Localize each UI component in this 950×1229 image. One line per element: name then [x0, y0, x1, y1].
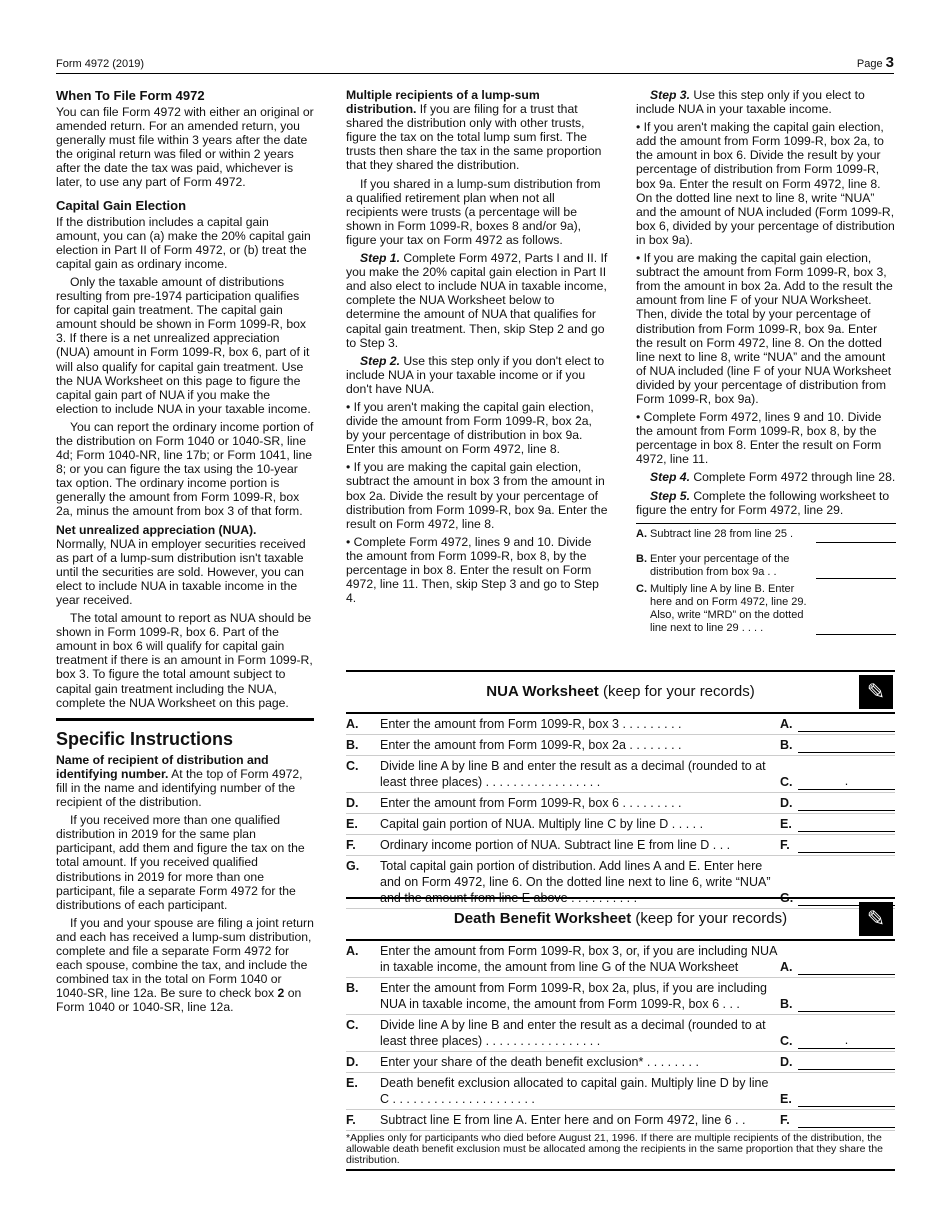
death-footnote: *Applies only for participants who died before August 21, 1996. If there are multiple recipients of the distribution, the allowable death benefit exclusion must be allocated among the recipients in the same proportion that they share the distribution. [346, 1131, 895, 1171]
nua-row [346, 793, 895, 814]
mrd-worksheet [636, 523, 896, 635]
row-code: A. [780, 960, 793, 974]
row-text: Enter the amount from Form 1099-R, box 2a . . . . . . . . [380, 738, 682, 752]
mrd-answer-b[interactable] [816, 564, 896, 579]
mrd-row-c: C. Multiply line A by line B. Enter here and on Form 4972, line 29. Also, write “MRD” on the dotted line next to line 29 . . . . [636, 579, 896, 635]
row-code: C. [780, 775, 793, 789]
row-answer-field[interactable] [798, 1112, 895, 1128]
step-2-bullet-3: • Complete Form 4972, lines 9 and 10. Divide the amount from Form 1099-R, box 8, by the percentage in box 8. Enter the result on Form 4972, line 11. Then, skip Step 3 and go to Step 4. [346, 534, 599, 606]
row-text: Total capital gain portion of distribution. Add lines A and E. Enter here and on Form 4972, line 6. On the dotted line next to line 6, write “NUA” and the amount from line E above . . . . . . . . . . [380, 859, 771, 905]
row-letter: A. [346, 717, 359, 731]
row-answer-field[interactable] [798, 943, 895, 975]
step-3-bullet-1: • If you aren't making the capital gain election, add the amount from Form 1099-R, box 2a, to the amount in box 6. Divide the result by your percentage of distribution from Form 1099-R, box 9a. Enter the result on Form 4972, line 8. On the dotted line next to line 8, write “NUA” and the amount of NUA included (Form 1099-R, box 6, divided by your percentage of distribution in box 9a). [636, 120, 895, 247]
row-code: B. [780, 997, 793, 1011]
row-letter: D. [346, 796, 359, 810]
row-answer-field[interactable]: . [798, 1017, 895, 1049]
row-code: A. [780, 717, 793, 731]
death-worksheet-header: Death Benefit Worksheet (keep for your records) ✎ [346, 897, 895, 941]
death-row [346, 978, 895, 1015]
mrd-answer-c[interactable] [816, 620, 896, 635]
capital-gain-p1: If the distribution includes a capital gain amount, you can (a) make the 20% capital gain election in Part II of Form 4972, or (b) treat the capital gain as ordinary income. [56, 214, 311, 271]
row-letter: D. [346, 1055, 359, 1069]
step-2-bullet-2: • If you are making the capital gain election, subtract the amount in box 3 from the amount in box 2a. Divide the result by your percentage of distribution from Form 1099-R, box 9a. Enter the result on Form 4972, line 8. [346, 460, 608, 531]
row-text: Subtract line E from line A. Enter here and on Form 4972, line 6 . . [380, 1113, 746, 1127]
pencil-icon: ✎ [859, 902, 893, 936]
mrd-row-b: B. Enter your percentage of the distribution from box 9a . . [636, 549, 896, 579]
row-text: Divide line A by line B and enter the result as a decimal (rounded to at least three places) . . . . . . . . . . . . . . . . . [380, 1018, 766, 1048]
row-code: E. [780, 817, 792, 831]
column-3 [636, 88, 896, 635]
si-p3: If you and your spouse are filing a joint return and each has received a lump-sum distribution, complete and file a separate Form 4972 for each spouse, combine the tax, and include the combined tax in the total on Form 1040 or 1040-SR, line 12a. Be sure to check box 2 on Form 1040 or 1040-SR, line 12a. [56, 915, 314, 1015]
row-code: F. [780, 838, 790, 852]
nua-worksheet [346, 670, 895, 909]
page-number: Page 3 [856, 54, 894, 71]
row-answer-field[interactable] [798, 816, 895, 832]
row-answer-field[interactable]: . [798, 758, 895, 790]
pencil-icon: ✎ [859, 675, 893, 709]
column-2 [346, 88, 608, 609]
row-answer-field[interactable] [798, 980, 895, 1012]
header-rule [56, 73, 894, 74]
step-3-bullet-2: • If you are making the capital gain election, subtract the amount from Form 1099-R, box 3, from the amount in box 2a. Add to the result the amount from line F of your NUA Worksheet. Then, divide the total by your percentage of distribution from Form 1099-R, box 9a. Enter the result on Form 4972, line 8. On the dotted line next to line 8, write “NUA” and the amount of NUA included (line F of your NUA Worksheet divided by your percentage of distribution from Form 1099-R, box 9a). [636, 251, 893, 406]
row-text: Enter your share of the death benefit exclusion* . . . . . . . . [380, 1055, 699, 1069]
mrd-row-a: A. Subtract line 28 from line 25 . [636, 524, 896, 543]
specific-instructions-heading: Specific Instructions [56, 728, 234, 749]
nua-row [346, 714, 895, 735]
row-code: G. [780, 891, 794, 905]
capital-gain-p3: You can report the ordinary income portion of the distribution on Form 1040 or 1040-SR, line 4d; Form 1040-NR, line 17b; or Form 1041, line 8; or you can figure the tax using the 10-year tax option. The ordinary income portion is generally the amount from Form 1099-R, box 2a, minus the amount from box 3 of that form. [56, 419, 314, 519]
row-code: E. [780, 1092, 792, 1106]
row-letter: B. [346, 981, 359, 995]
nua-row [346, 814, 895, 835]
mr-p2: If you shared in a lump-sum distribution from a qualified retirement plan when not all recipients were trusts (a percentage will be shown in Form 1099-R, boxes 8 and/or 9a), figure your tax on Form 4972 as follows. [346, 176, 601, 247]
row-letter: C. [346, 1018, 359, 1032]
death-row [346, 1110, 895, 1131]
row-answer-field[interactable] [798, 795, 895, 811]
capital-gain-heading: Capital Gain Election [56, 197, 187, 213]
section-rule [56, 718, 314, 721]
row-answer-field[interactable] [798, 1075, 895, 1107]
row-text: Enter the amount from Form 1099-R, box 6 . . . . . . . . . [380, 796, 682, 810]
recipient-paragraph: Name of recipient of distribution and identifying number. At the top of Form 4972, fill in the name and identifying number of the recipient of the distribution. [56, 752, 303, 810]
row-letter: C. [346, 759, 359, 773]
death-row [346, 941, 895, 978]
capital-gain-p2: Only the taxable amount of distributions resulting from pre-1974 participation qualifies for capital gain treatment. The capital gain amount should be shown in Form 1099-R, box 3. If there is a net unrealized appreciation (NUA) amount in Form 1099-R, box 6, part of it will also qualify for capital gain treatment. Use the NUA Worksheet on this page to figure the capital gain part of NUA if you make the election to include NUA in your taxable income. [56, 274, 311, 416]
step-3: Step 3. Use this step only if you elect to include NUA in your taxable income. [636, 88, 865, 117]
row-answer-field[interactable] [798, 837, 895, 853]
row-answer-field[interactable] [798, 737, 895, 753]
death-row [346, 1052, 895, 1073]
row-letter: G. [346, 859, 360, 873]
column-1 [56, 88, 314, 1018]
death-row [346, 1015, 895, 1052]
row-answer-field[interactable] [798, 1054, 895, 1070]
death-benefit-worksheet [346, 897, 895, 1171]
multiple-recipients: Multiple recipients of a lump-sum distribution. If you are filing for a trust that shared the distribution only with other trusts, figure the tax on the total lump sum first. The trusts then share the tax in the same proportion that they shared the distribution. [346, 88, 602, 173]
row-letter: A. [346, 944, 359, 958]
step-2-bullet-1: • If you aren't making the capital gain election, divide the amount from Form 1099-R, box 2a, by your percentage of distribution in box 9a. Enter this amount on Form 4972, line 8. [346, 399, 594, 457]
row-code: B. [780, 738, 793, 752]
row-code: C. [780, 1034, 793, 1048]
death-row [346, 1073, 895, 1110]
row-letter: F. [346, 1113, 356, 1127]
step-2: Step 2. Use this step only if you don't elect to include NUA in your taxable income or if you don't have NUA. [346, 353, 605, 396]
nua-row [346, 735, 895, 756]
row-letter: B. [346, 738, 359, 752]
row-text: Enter the amount from Form 1099-R, box 3, or, if you are including NUA in taxable income, the amount from line G of the NUA Worksheet [380, 944, 777, 974]
row-code: D. [780, 1055, 793, 1069]
step-1: Step 1. Complete Form 4972, Parts I and II. If you make the 20% capital gain election in Part II and also elect to include NUA in taxable income, complete the NUA Worksheet below to determine the amount of NUA that qualifies for capital gain treatment. Then, skip Step 2 and go to Step 3. [346, 251, 608, 350]
nua-worksheet-header: NUA Worksheet (keep for your records) ✎ [346, 670, 895, 714]
row-answer-field[interactable] [798, 716, 895, 732]
step-3-bullet-3: • Complete Form 4972, lines 9 and 10. Divide the amount from Form 1099-R, box 8, by the percentage in box 8. Enter the result on Form 4972, line 11. [636, 410, 882, 467]
row-letter: E. [346, 1076, 358, 1090]
row-code: F. [780, 1113, 790, 1127]
nua-row [346, 835, 895, 856]
when-to-file-heading: When To File Form 4972 [56, 88, 205, 103]
row-code: D. [780, 796, 793, 810]
step-5: Step 5. Complete the following worksheet to figure the entry for Form 4972, line 29. [636, 488, 890, 517]
row-text: Enter the amount from Form 1099-R, box 2a, plus, if you are including NUA in taxable income, the amount from Form 1099-R, box 6 . . . [380, 981, 767, 1011]
row-text: Capital gain portion of NUA. Multiply line C by line D . . . . . [380, 817, 704, 831]
nua-p2: The total amount to report as NUA should be shown in Form 1099-R, box 6. Part of the amount in box 6 will qualify for capital gain treatment if there is an amount in Form 1099-R, box 3. To figure the total amount subject to capital gain treatment including the NUA, complete the NUA Worksheet on this page. [56, 611, 313, 710]
step-4: Step 4. Complete Form 4972 through line 28. [650, 470, 896, 485]
form-id: Form 4972 (2019) [56, 58, 145, 70]
row-text: Death benefit exclusion allocated to capital gain. Multiply line D by line C . . . . . . . . . . . . . . . . . . . . . [380, 1076, 769, 1106]
row-text: Divide line A by line B and enter the result as a decimal (rounded to at least three places) . . . . . . . . . . . . . . . . . [380, 759, 766, 789]
nua-paragraph: Net unrealized appreciation (NUA). Normally, NUA in employer securities received as part of a lump-sum distribution isn't taxable until the securities are sold. However, you can elect to include NUA in taxable income in the year received. [56, 522, 306, 607]
nua-row [346, 756, 895, 793]
row-letter: F. [346, 838, 356, 852]
row-text: Enter the amount from Form 1099-R, box 3 . . . . . . . . . [380, 717, 682, 731]
mrd-answer-a[interactable] [816, 528, 896, 543]
row-letter: E. [346, 817, 358, 831]
when-to-file-text: You can file Form 4972 with either an original or amended return. For an amended return, you generally must file within 3 years after the date the original return was filed or within 2 years after the date the tax was paid, whichever is later, to use any part of Form 4972. [56, 105, 314, 190]
row-text: Ordinary income portion of NUA. Subtract line E from line D . . . [380, 838, 731, 852]
si-p2: If you received more than one qualified distribution in 2019 for the same plan participant, add them and figure the tax on the total amount. If you received qualified distributions in 2019 for more than one participant, file a separate Form 4972 for the distributions of each participant. [56, 813, 305, 912]
